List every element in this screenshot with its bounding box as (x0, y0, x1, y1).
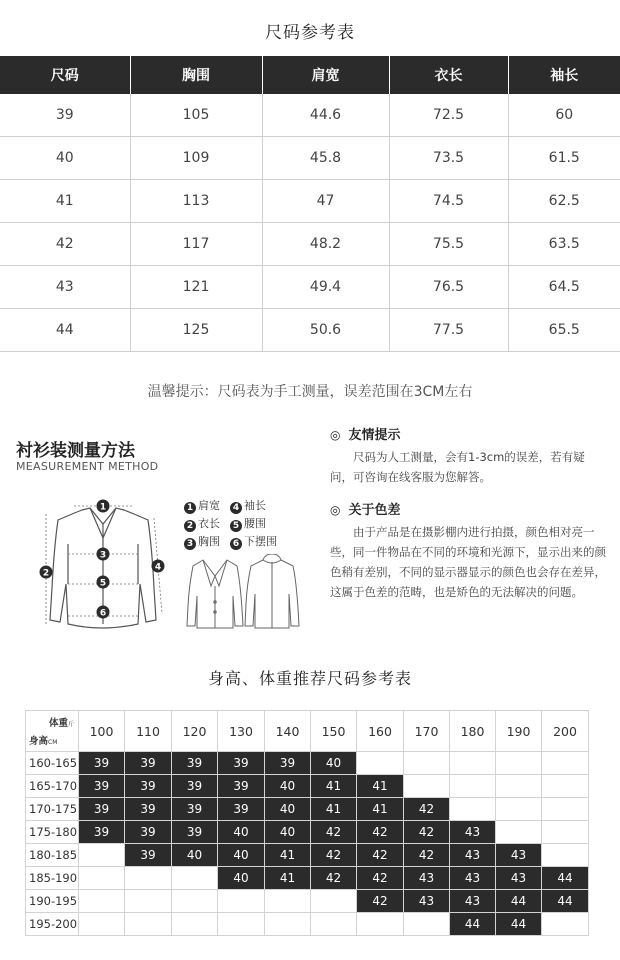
size-recommend-cell: 43 (450, 867, 496, 890)
size-recommend-cell (542, 798, 589, 821)
weight-header-cell: 120 (172, 711, 218, 752)
size-recommend-cell (542, 821, 589, 844)
size-cell: 44.6 (262, 94, 389, 137)
size-recommend-cell: 41 (311, 798, 357, 821)
diagram-mark-6 (97, 606, 110, 619)
diagram-mark-1 (97, 500, 110, 513)
diagram-mark-5 (97, 576, 110, 589)
bullet-icon: ◎ (330, 428, 341, 442)
size-recommend-cell: 42 (404, 844, 450, 867)
number-badge-icon: 1 (184, 502, 196, 514)
size-recommend-cell: 40 (218, 821, 265, 844)
tip-friendly (330, 424, 606, 487)
size-recommend-cell (404, 913, 450, 936)
tip-text: 由于产品是在摄影棚内进行拍摄，颜色相对亮一些，同一件物品在不同的环境和光源下，显示出来的颜色稍有差别，不同的显示器显示的颜色也会存在差异，这属于色差的范畴，也是矫色的无法解决的问题。 (330, 525, 606, 599)
svg-text:4: 4 (154, 562, 162, 573)
size-recommend-cell: 43 (496, 844, 542, 867)
shirt-measure-diagram (30, 488, 180, 638)
size-recommend-cell: 40 (218, 867, 265, 890)
size-recommend-cell (125, 890, 172, 913)
size-recommend-cell: 44 (496, 890, 542, 913)
recommend-row (26, 890, 589, 913)
legend-label: 胸围 (198, 535, 220, 548)
size-recommend-cell: 39 (125, 775, 172, 798)
method-title: 衬衫装测量方法 (16, 441, 135, 461)
legend-label: 袖长 (244, 499, 266, 512)
svg-text:1: 1 (99, 502, 107, 513)
height-label-cell: 160-165 (26, 752, 79, 775)
number-badge-icon: 5 (230, 520, 242, 532)
size-recommend-cell (79, 913, 125, 936)
svg-text:5: 5 (99, 578, 107, 589)
size-recommend-cell: 44 (496, 913, 542, 936)
size-header-cell: 衣长 (389, 56, 508, 94)
size-recommend-cell: 39 (218, 752, 265, 775)
tip-text: 尺码为人工测量，会有1-3cm的误差，若有疑问，可咨询在线客服为您解答。 (330, 450, 585, 484)
size-recommend-cell (404, 775, 450, 798)
weight-header-cell: 180 (450, 711, 496, 752)
size-recommend-cell (450, 775, 496, 798)
size-recommend-cell (357, 913, 404, 936)
size-recommend-cell: 42 (404, 798, 450, 821)
recommend-row (26, 844, 589, 867)
size-cell: 121 (130, 266, 262, 309)
size-recommend-cell (496, 775, 542, 798)
size-cell: 113 (130, 180, 262, 223)
size-recommend-cell (125, 867, 172, 890)
size-recommend-cell: 41 (265, 867, 311, 890)
legend-item (230, 533, 277, 550)
size-recommend-cell: 43 (450, 844, 496, 867)
size-cell: 72.5 (389, 94, 508, 137)
number-badge-icon: 4 (230, 502, 242, 514)
size-recommend-cell: 42 (311, 821, 357, 844)
size-recommend-cell: 44 (542, 890, 589, 913)
tip-heading: 友情提示 (348, 428, 401, 443)
size-recommend-cell: 42 (357, 821, 404, 844)
size-cell: 49.4 (262, 266, 389, 309)
size-recommend-cell: 40 (265, 821, 311, 844)
size-recommend-cell (218, 913, 265, 936)
size-recommend-cell: 43 (404, 890, 450, 913)
size-recommend-cell (542, 913, 589, 936)
height-label-cell: 190-195 (26, 890, 79, 913)
jacket-icon (243, 554, 301, 630)
size-recommend-cell (79, 844, 125, 867)
corner-cell (26, 711, 79, 752)
diagram-number-marks (40, 500, 165, 619)
height-label-cell: 180-185 (26, 844, 79, 867)
number-badge-icon: 6 (230, 538, 242, 550)
size-header-cell: 袖长 (508, 56, 620, 94)
size-recommend-cell: 41 (265, 844, 311, 867)
weight-header-cell: 100 (79, 711, 125, 752)
size-cell: 63.5 (508, 223, 620, 266)
diagram-mark-3 (97, 548, 110, 561)
height-label-cell: 165-170 (26, 775, 79, 798)
recommend-header-row (26, 711, 589, 752)
size-recommend-cell: 40 (311, 752, 357, 775)
size-row (0, 223, 620, 266)
size-recommend-cell: 39 (79, 775, 125, 798)
recommend-row (26, 867, 589, 890)
size-header-cell: 胸围 (130, 56, 262, 94)
size-recommend-cell: 43 (450, 890, 496, 913)
size-recommend-cell: 39 (218, 798, 265, 821)
weight-header-cell: 140 (265, 711, 311, 752)
weight-header-cell: 150 (311, 711, 357, 752)
size-recommend-cell: 43 (450, 821, 496, 844)
size-row (0, 137, 620, 180)
weight-header-cell: 170 (404, 711, 450, 752)
svg-text:3: 3 (99, 550, 107, 561)
corner-height-text: 身高 (29, 736, 49, 747)
size-recommend-cell (218, 890, 265, 913)
size-recommend-cell (496, 752, 542, 775)
size-recommend-cell (172, 890, 218, 913)
size-cell: 65.5 (508, 309, 620, 352)
diagram-mark-2 (40, 566, 53, 579)
size-cell: 76.5 (389, 266, 508, 309)
size-recommend-cell: 43 (404, 867, 450, 890)
size-chart-title: 尺码参考表 (265, 23, 355, 43)
size-recommend-cell (125, 913, 172, 936)
size-recommend-cell: 39 (79, 821, 125, 844)
size-row (0, 94, 620, 137)
corner-height-label (29, 733, 57, 747)
height-label-cell: 170-175 (26, 798, 79, 821)
size-recommend-cell: 41 (357, 775, 404, 798)
size-recommend-cell: 39 (79, 752, 125, 775)
size-cell: 43 (0, 266, 130, 309)
bullet-icon: ◎ (330, 503, 341, 517)
legend-item (184, 515, 220, 532)
size-recommend-cell (496, 821, 542, 844)
svg-text:6: 6 (99, 608, 107, 619)
size-chart-note: 温馨提示：尺码表为手工测量，误差范围在3CM左右 (147, 384, 473, 400)
legend-label: 下摆围 (244, 535, 277, 548)
size-recommend-cell: 42 (357, 844, 404, 867)
legend-item (230, 515, 266, 532)
tip-heading: 关于色差 (348, 503, 401, 518)
recommend-table (25, 710, 589, 936)
size-recommend-cell: 42 (357, 890, 404, 913)
weight-header-cell: 190 (496, 711, 542, 752)
size-recommend-cell: 39 (265, 752, 311, 775)
svg-text:2: 2 (42, 568, 50, 579)
diagram-mark-4 (152, 560, 165, 573)
size-cell: 74.5 (389, 180, 508, 223)
size-recommend-cell (542, 775, 589, 798)
size-cell: 62.5 (508, 180, 620, 223)
size-recommend-cell (79, 867, 125, 890)
size-cell: 73.5 (389, 137, 508, 180)
size-cell: 105 (130, 94, 262, 137)
size-recommend-cell (357, 752, 404, 775)
size-cell: 48.2 (262, 223, 389, 266)
method-subtitle: MEASUREMENT METHOD (16, 460, 159, 473)
recommend-title: 身高、体重推荐尺码参考表 (207, 669, 412, 688)
size-row (0, 309, 620, 352)
legend-label: 腰围 (244, 517, 266, 530)
size-cell: 39 (0, 94, 130, 137)
corner-height-unit: CM (48, 739, 58, 746)
size-recommend-cell: 39 (172, 752, 218, 775)
size-cell: 125 (130, 309, 262, 352)
size-recommend-cell: 39 (172, 798, 218, 821)
size-recommend-cell: 39 (125, 752, 172, 775)
size-recommend-cell: 39 (79, 798, 125, 821)
size-recommend-cell: 39 (125, 844, 172, 867)
size-cell: 42 (0, 223, 130, 266)
size-recommend-cell (404, 752, 450, 775)
size-recommend-cell: 40 (218, 844, 265, 867)
number-badge-icon: 3 (184, 538, 196, 550)
recommend-row (26, 821, 589, 844)
recommend-row (26, 798, 589, 821)
size-cell: 61.5 (508, 137, 620, 180)
size-recommend-cell (496, 798, 542, 821)
size-cell: 109 (130, 137, 262, 180)
size-recommend-cell: 44 (450, 913, 496, 936)
size-recommend-cell (450, 752, 496, 775)
corner-weight-label (49, 715, 74, 729)
legend-label: 衣长 (198, 517, 220, 530)
weight-header-cell: 200 (542, 711, 589, 752)
size-recommend-cell: 42 (311, 867, 357, 890)
size-cell: 77.5 (389, 309, 508, 352)
size-recommend-cell: 40 (172, 844, 218, 867)
size-recommend-cell (311, 913, 357, 936)
height-label-cell: 175-180 (26, 821, 79, 844)
weight-header-cell: 130 (218, 711, 265, 752)
size-chart-table (0, 56, 620, 352)
size-recommend-cell: 39 (172, 775, 218, 798)
size-recommend-cell: 40 (265, 775, 311, 798)
size-recommend-cell: 41 (311, 775, 357, 798)
size-recommend-cell (542, 752, 589, 775)
size-chart-header-row (0, 56, 620, 94)
corner-weight-text: 体重 (48, 718, 68, 729)
height-label-cell: 195-200 (26, 913, 79, 936)
size-recommend-cell (172, 913, 218, 936)
size-cell: 44 (0, 309, 130, 352)
weight-header-cell: 160 (357, 711, 404, 752)
size-recommend-cell (172, 867, 218, 890)
recommend-row (26, 775, 589, 798)
legend-label: 肩宽 (198, 499, 220, 512)
size-recommend-cell: 39 (125, 821, 172, 844)
size-recommend-cell: 43 (496, 867, 542, 890)
size-recommend-cell (265, 913, 311, 936)
height-label-cell: 185-190 (26, 867, 79, 890)
size-recommend-cell: 41 (357, 798, 404, 821)
size-recommend-cell: 44 (542, 867, 589, 890)
size-recommend-cell (450, 798, 496, 821)
size-recommend-cell (542, 844, 589, 867)
legend-item (230, 497, 266, 514)
size-cell: 60 (508, 94, 620, 137)
size-row (0, 266, 620, 309)
recommend-row (26, 913, 589, 936)
size-cell: 40 (0, 137, 130, 180)
legend-item (184, 533, 220, 550)
legend-item (184, 497, 220, 514)
size-header-cell: 肩宽 (262, 56, 389, 94)
size-recommend-cell: 40 (265, 798, 311, 821)
size-recommend-cell (265, 890, 311, 913)
size-cell: 50.6 (262, 309, 389, 352)
size-recommend-cell: 42 (404, 821, 450, 844)
suit-jacket-icon (185, 556, 245, 630)
size-recommend-cell (311, 890, 357, 913)
size-cell: 47 (262, 180, 389, 223)
size-recommend-cell: 39 (125, 798, 172, 821)
size-recommend-cell (79, 890, 125, 913)
size-cell: 41 (0, 180, 130, 223)
size-row (0, 180, 620, 223)
recommend-row (26, 752, 589, 775)
corner-weight-unit: 斤 (67, 721, 74, 728)
size-cell: 64.5 (508, 266, 620, 309)
number-badge-icon: 2 (184, 520, 196, 532)
size-cell: 117 (130, 223, 262, 266)
size-recommend-cell: 39 (172, 821, 218, 844)
size-recommend-cell: 42 (357, 867, 404, 890)
size-recommend-cell: 39 (218, 775, 265, 798)
size-header-cell: 尺码 (0, 56, 130, 94)
size-recommend-cell: 42 (311, 844, 357, 867)
weight-header-cell: 110 (125, 711, 172, 752)
size-cell: 45.8 (262, 137, 389, 180)
tip-color-difference (330, 499, 606, 602)
size-cell: 75.5 (389, 223, 508, 266)
